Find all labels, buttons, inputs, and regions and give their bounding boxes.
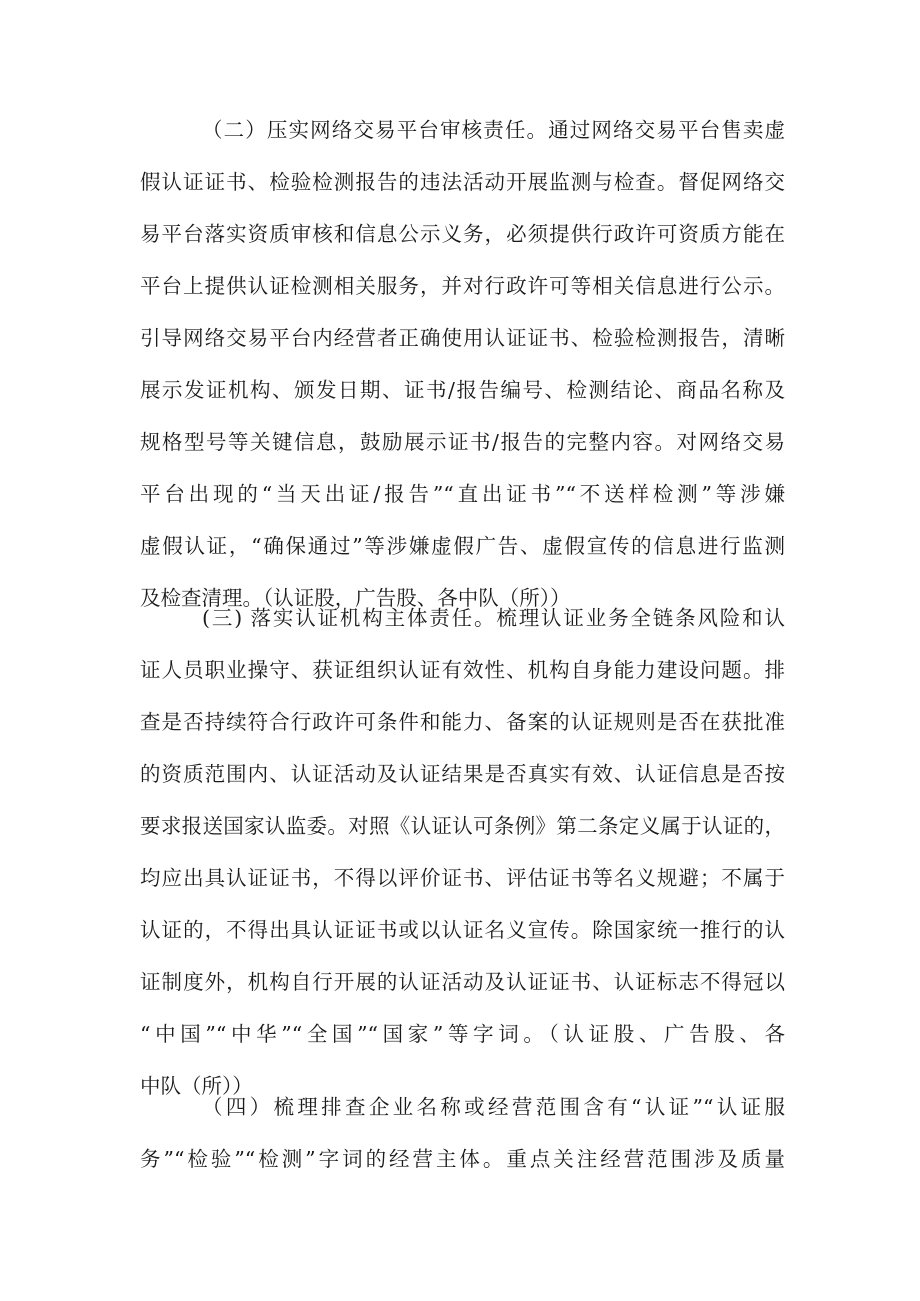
text-line: 均应出具认证证书，不得以评价证书、评估证书等名义规避；不属于: [140, 866, 785, 890]
text-line: 认证的，不得出具认证证书或以认证名义宣传。除国家统一推行的认: [140, 918, 785, 942]
paragraph-2: [140, 104, 785, 624]
text-line: 易平台落实资质审核和信息公示义务，必须提供行政许可资质方能在: [140, 222, 785, 246]
text-line: （二）压实网络交易平台审核责任。通过网络交易平台售卖虚: [202, 118, 785, 142]
text-line: “中国”“中华”“全国”“国家”等字词。（认证股、广告股、各: [140, 1022, 785, 1046]
text-line: 展示发证机构、颁发日期、证书/报告编号、检测结论、商品名称及: [140, 378, 785, 402]
text-line: (三) 落实认证机构主体责任。梳理认证业务全链条风险和认: [202, 606, 785, 630]
text-line: 及检查清理。（认证股，广告股、各中队（所））: [140, 586, 571, 610]
text-line: 平台出现的“当天出证/报告”“直出证书”“不送样检测”等涉嫌: [140, 482, 785, 506]
text-line: 证人员职业操守、获证组织认证有效性、机构自身能力建设问题。排: [140, 658, 785, 682]
text-line: 平台上提供认证检测相关服务，并对行政许可等相关信息进行公示。: [140, 274, 785, 298]
text-line: 查是否持续符合行政许可条件和能力、备案的认证规则是否在获批准: [140, 710, 785, 734]
text-line: 证制度外，机构自行开展的认证活动及认证证书、认证标志不得冠以: [140, 970, 785, 994]
text-line: 虚假认证，“确保通过”等涉嫌虚假广告、虚假宣传的信息进行监测: [140, 534, 785, 558]
text-line: 的资质范围内、认证活动及认证结果是否真实有效、认证信息是否按: [140, 762, 785, 786]
paragraph-4: [140, 1081, 785, 1185]
text-line: 中队（所））: [140, 1074, 253, 1098]
text-line: 要求报送国家认监委。对照《认证认可条例》第二条定义属于认证的，: [140, 814, 785, 838]
text-line: 假认证证书、检验检测报告的违法活动开展监测与检查。督促网络交: [140, 170, 785, 194]
text-line: 引导网络交易平台内经营者正确使用认证证书、检验检测报告，清晰: [140, 326, 785, 350]
text-line: 务”“检验”“检测”字词的经营主体。重点关注经营范围涉及质量: [140, 1147, 785, 1171]
paragraph-3: [140, 592, 785, 1112]
text-line: （四）梳理排查企业名称或经营范围含有“认证”“认证服: [202, 1095, 785, 1119]
text-line: 规格型号等关键信息，鼓励展示证书/报告的完整内容。对网络交易: [140, 430, 785, 454]
